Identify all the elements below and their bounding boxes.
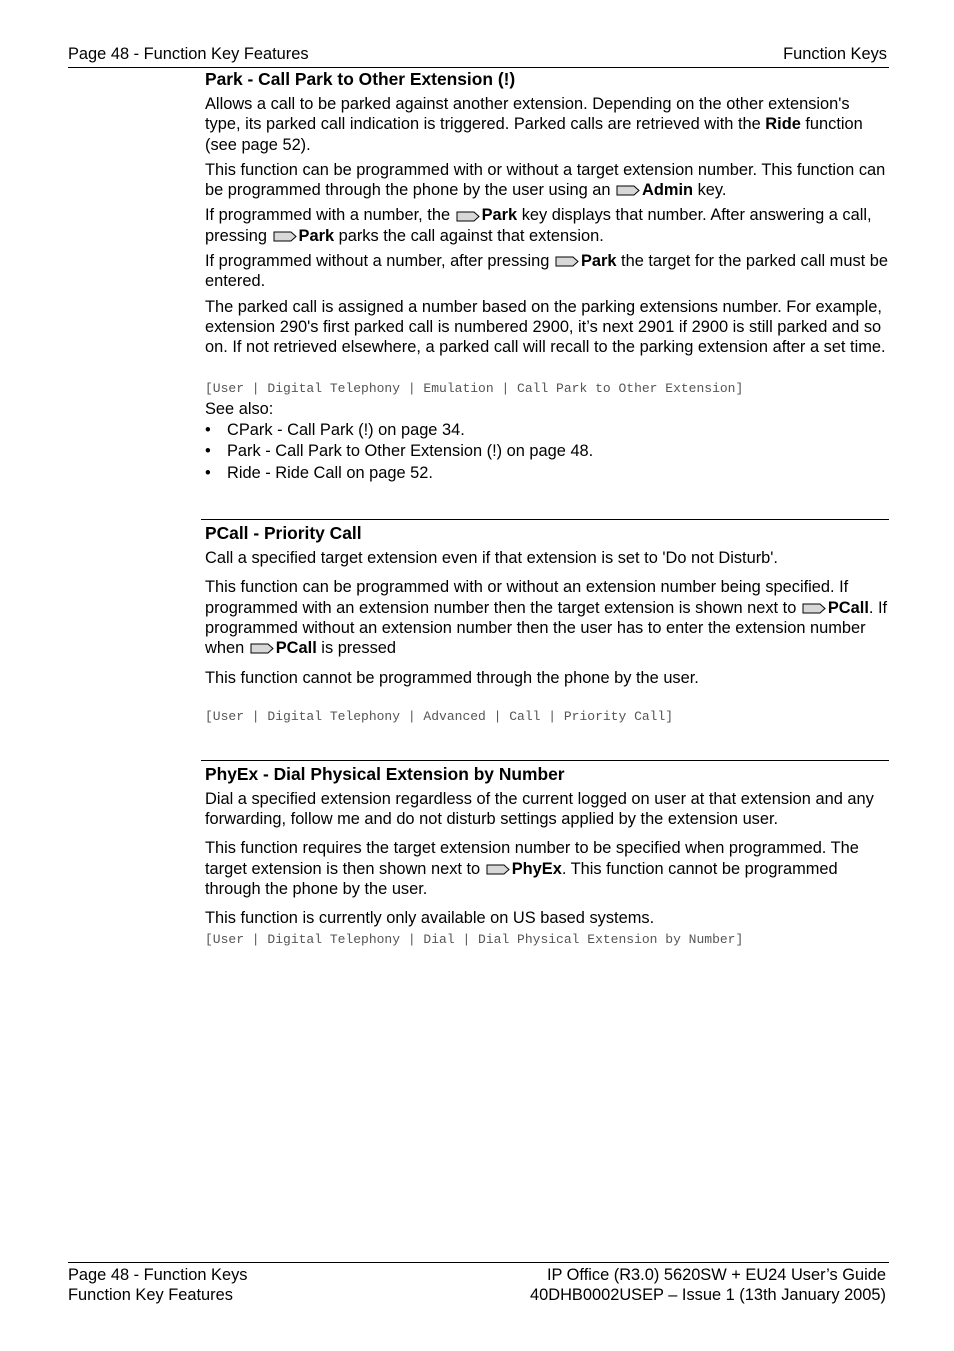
menu-path: [User | Digital Telephony | Advanced | Call | Priority Call] (205, 708, 674, 724)
section-title: PCall - Priority Call (205, 523, 362, 544)
page-header (68, 45, 889, 68)
paragraph: This function requires the target extension number to be specified when programmed. The target extension is then shown next to PhyEx. This function cannot be programmed through the phone by the user. (205, 839, 859, 899)
key-name: PhyEx (511, 859, 562, 878)
list-item[interactable]: • CPark - Call Park (!) on page 34. (205, 420, 465, 439)
paragraph: Call a specified target extension even if that extension is set to 'Do not Disturb'. (205, 549, 778, 568)
footer-right-2: 40DHB0002USEP – Issue 1 (13th January 2005) (530, 1286, 886, 1304)
section-phyex (201, 760, 889, 949)
menu-path: [User | Digital Telephony | Emulation | Call Park to Other Extension] (205, 380, 744, 396)
paragraph: If programmed with a number, the Park key displays that number. After answering a call, pressing Park parks the call against that extension. (205, 206, 872, 245)
section-title: PhyEx - Dial Physical Extension by Number (205, 763, 565, 784)
link[interactable]: Park - Call Park to Other Extension (!) on page 48. (227, 442, 594, 461)
key-name: Park (580, 252, 617, 271)
list-item[interactable]: • Park - Call Park to Other Extension (!) on page 48. (205, 442, 594, 461)
function-key-icon (555, 256, 579, 267)
paragraph: The parked call is assigned a number based on the parking extensions number. For example, extension 290's first parked call is numbered 2900, it’s next 2901 if 2900 is still parked and so on. If not retrieved elsewhere, a parked call will recall to the parking extension after a set time. (205, 297, 886, 357)
link[interactable]: Ride - Ride Call on page 52. (227, 463, 433, 482)
paragraph: If programmed without a number, after pressing Park the target for the parked call must be entered. (205, 252, 888, 291)
footer-left-1: Page 48 - Function Keys (68, 1266, 248, 1284)
paragraph: This function is currently only available on US based systems. (205, 909, 655, 928)
link[interactable]: CPark - Call Park (!) on page 34. (227, 420, 465, 439)
function-key-icon (250, 643, 274, 654)
function-key-icon (456, 211, 480, 222)
function-key-icon (273, 231, 297, 242)
key-name: Ride (765, 115, 801, 134)
see-also-list (205, 420, 889, 485)
header-right: Function Keys (783, 45, 887, 63)
footer-left-2: Function Key Features (68, 1286, 233, 1304)
footer-right-1: IP Office (R3.0) 5620SW + EU24 User’s Guide (546, 1266, 886, 1284)
see-also-label: See also: (205, 399, 274, 418)
list-item[interactable]: • Ride - Ride Call on page 52. (205, 463, 433, 482)
paragraph: This function can be programmed with or without an extension number being specified. If programmed with an extension number then the target extension is shown next to PCall. If programmed without an extension number then the user has to enter the extension number when PCall is pressed (205, 578, 888, 658)
key-name: Park (298, 226, 335, 245)
function-key-icon (486, 864, 510, 875)
paragraph: This function cannot be programmed through the phone by the user. (205, 668, 699, 687)
section-park (205, 68, 889, 484)
page-content (205, 68, 889, 949)
menu-path: [User | Digital Telephony | Dial | Dial Physical Extension by Number] (205, 931, 744, 947)
key-name: PCall (827, 598, 869, 617)
key-name: Admin (642, 181, 694, 200)
page-footer (68, 1262, 889, 1305)
function-key-icon (616, 185, 640, 196)
section-title: Park - Call Park to Other Extension (!) (205, 69, 516, 89)
paragraph: Allows a call to be parked against another extension. Depending on the other extension's type, its parked call indication is triggered. Parked calls are retrieved with the Ride function (see page 52). (205, 95, 863, 154)
key-name: Park (481, 206, 518, 225)
section-pcall (201, 519, 889, 726)
paragraph: This function can be programmed with or without a target extension number. This function can be programmed through the phone by the user using an Admin key. (205, 160, 886, 200)
header-left: Page 48 - Function Key Features (68, 45, 309, 63)
function-key-icon (802, 603, 826, 614)
key-name: PCall (275, 639, 317, 658)
paragraph: Dial a specified extension regardless of the current logged on user at that extension and any forwarding, follow me and do not disturb settings applied by the extension user. (205, 789, 874, 829)
